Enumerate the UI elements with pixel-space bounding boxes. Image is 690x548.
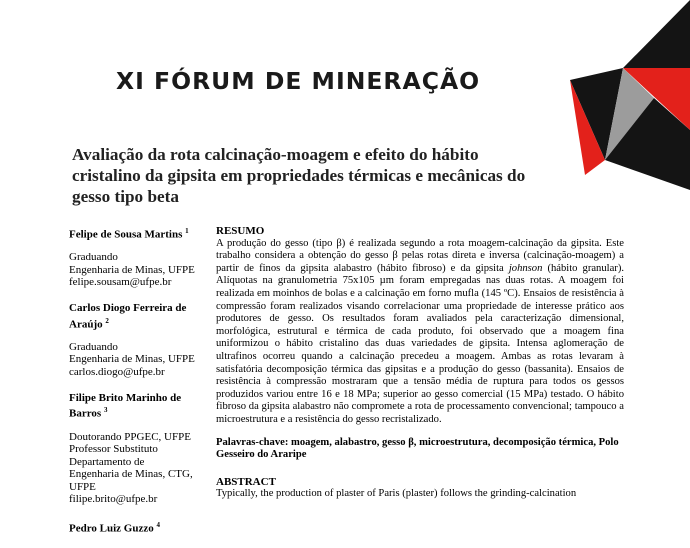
keywords: Palavras-chave: moagem, alabastro, gesso β, microestrutura, decomposição térmica, Polo Gesseiro do Araripe <box>216 436 619 461</box>
author-affiliation-line: Engenharia de Minas, UFPE <box>69 353 195 366</box>
author-affiliation-line: Graduando <box>69 251 118 264</box>
author-affiliation-line: Graduando <box>69 340 118 353</box>
author-name: Filipe Brito Marinho de Barros $^3$ <box>69 391 182 420</box>
logo-dark-triangle-top <box>623 0 690 68</box>
resumo-heading: RESUMO <box>216 225 265 237</box>
resumo-text: A produção do gesso (tipo β) é realizada segundo a rota moagem-calcinação da gipsita. Este trabalho considera a obtenção do gesso β pelas rotas direta e inversa (calcinação-moagem) a partir de finos da gipsita alabastro (hábito fibroso) e da gipsita johnson (hábito granular). Alíquotas na granulometria 75x105 µm foram empregadas nas duas rotas. A moagem foi realizada em moinhos de bolas e a calcinação em forno mufla (145 ºC). Ensaios de resistência à compressão foram realizados visando correlacionar uma propriedade de interesse prático aos produtores de gesso. Os resultados foram avaliados pela caracterização dimensional, morfológica, estrutural e térmica de cada produto, foi observado que a moagem fina uniformizou o hábito cristalino das duas variedades de gipsita. Intensa aglomeração de ultrafinos ocorreu quando a calcinação precedeu a moagem. Ambas as rotas levaram à satisfatória decomposição térmica das gipsitas e a produção do gesso (bassanita). Ensaios de resistência à compressão mostraram que a tensão média de ruptura para todos os gessos produzidos variou entre 16 e 18 MPa; superior ao gesso comercial (15 MPa) testado. O hábito fibroso da gipsita alabastro não compromete a rota de processamento convencional; tampouco a microestrutura e a resistência do gesso recristalizado. <box>216 237 624 425</box>
author-email: felipe.sousam@ufpe.br <box>69 276 172 289</box>
author-name: Carlos Diogo Ferreira de Araújo $^2$ <box>69 302 187 331</box>
forum-logo <box>530 0 690 190</box>
abstract-text: Typically, the production of plaster of Paris (plaster) follows the grinding-calcination <box>216 488 577 500</box>
author-affiliation-line: Engenharia de Minas, CTG, <box>69 468 193 481</box>
author-block <box>69 392 209 506</box>
author-email: filipe.brito@ufpe.br <box>69 493 158 506</box>
forum-title: XI FÓRUM DE MINERAÇÃO <box>116 67 481 95</box>
author-affiliation-line: Engenharia de Minas, UFPE <box>69 263 195 276</box>
author-affiliation-line: Doutorando PPGEC, UFPE <box>69 430 191 443</box>
author-affiliation-line: Professor Substituto <box>69 443 158 456</box>
author-block <box>69 519 209 535</box>
author-email: carlos.diogo@ufpe.br <box>69 366 165 379</box>
author-block <box>69 225 209 289</box>
main-column <box>216 225 624 501</box>
author-affiliation-line: Departamento de <box>69 455 145 468</box>
authors-column <box>69 225 209 548</box>
paper-title: Avaliação da rota calcinação-moagem e efeito do hábito cristalino da gipsita em propriedades térmicas e mecânicas do gesso tipo beta <box>72 145 526 206</box>
author-affiliation-line: UFPE <box>69 480 96 493</box>
author-name: Felipe de Sousa Martins $^1$ <box>69 227 189 241</box>
author-name: Pedro Luiz Guzzo $^4$ <box>69 521 160 535</box>
author-block <box>69 302 209 379</box>
abstract-heading: ABSTRACT <box>216 475 276 488</box>
